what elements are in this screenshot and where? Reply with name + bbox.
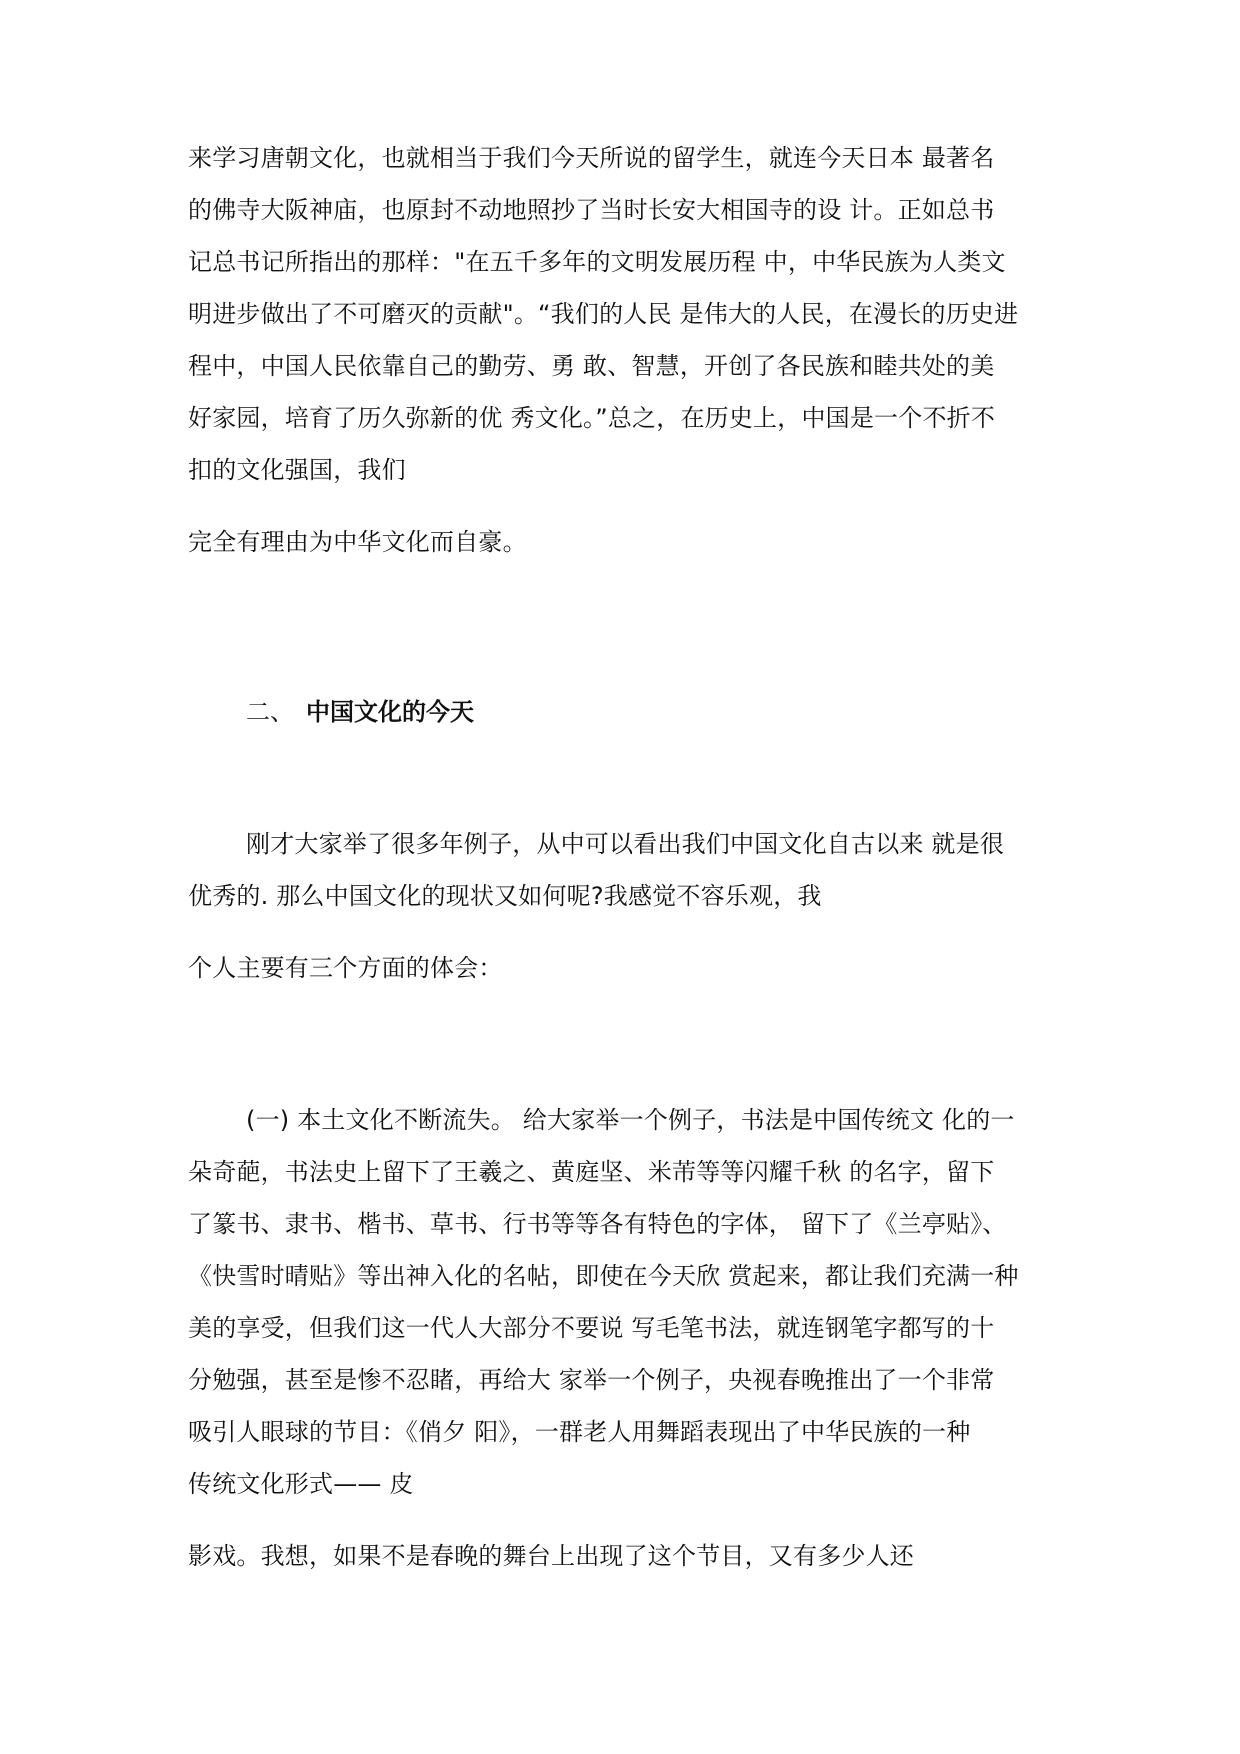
paragraph-3-line-8: 传统文化形式—— 皮 bbox=[188, 1470, 414, 1498]
paragraph-1-line-3: 记总书记所指出的那样："在五千多年的文明发展历程 中，中华民族为人类文 bbox=[188, 248, 1006, 276]
paragraph-3-line-5: 美的享受，但我们这一代人大部分不要说 写毛笔书法，就连钢笔字都写的十 bbox=[188, 1314, 995, 1342]
paragraph-3-line-7: 吸引人眼球的节目：《俏夕 阳》，一群老人用舞蹈表现出了中华民族的一种 bbox=[188, 1418, 971, 1446]
paragraph-3-tail: 影戏。我想，如果不是春晚的舞台上出现了这个节目，又有多少人还 bbox=[188, 1542, 914, 1570]
paragraph-1-line-2: 的佛寺大阪神庙，也原封不动地照抄了当时长安大相国寺的设 计。正如总书 bbox=[188, 196, 995, 224]
paragraph-1-line-4: 明进步做出了不可磨灭的贡献"。“我们的人民 是伟大的人民，在漫长的历史进 bbox=[188, 300, 1019, 328]
paragraph-2-line-1: 刚才大家举了很多年例子，从中可以看出我们中国文化自古以来 就是很 bbox=[246, 830, 1005, 858]
section-title: 中国文化的今天 bbox=[306, 698, 474, 726]
paragraph-1-line-6: 好家园，培育了历久弥新的优 秀文化。”总之，在历史上，中国是一个不折不 bbox=[188, 404, 996, 432]
paragraph-2-tail: 个人主要有三个方面的体会： bbox=[188, 954, 503, 982]
paragraph-2-line-2: 优秀的. 那么中国文化的现状又如何呢?我感觉不容乐观，我 bbox=[188, 882, 822, 910]
paragraph-3-line-6: 分勉强，甚至是惨不忍睹，再给大 家举一个例子，央视春晚推出了一个非常 bbox=[188, 1366, 995, 1394]
section-number: 二、 bbox=[246, 698, 294, 726]
paragraph-1-line-5: 程中，中国人民依靠自己的勤劳、勇 敢、智慧，开创了各民族和睦共处的美 bbox=[188, 352, 995, 380]
paragraph-1-line-7: 扣的文化强国，我们 bbox=[188, 456, 406, 484]
paragraph-1-line-1: 来学习唐朝文化，也就相当于我们今天所说的留学生，就连今天日本 最著名 bbox=[188, 144, 995, 172]
paragraph-3-line-1: (一) 本土文化不断流失。 给大家举一个例子，书法是中国传统文 化的一 bbox=[246, 1106, 1015, 1134]
paragraph-1-tail: 完全有理由为中华文化而自豪。 bbox=[188, 528, 527, 556]
paragraph-3-line-2: 朵奇葩，书法史上留下了王羲之、黄庭坚、米芾等等闪耀千秋 的名字，留下 bbox=[188, 1158, 995, 1186]
section-heading bbox=[246, 696, 474, 728]
paragraph-3-line-3: 了篆书、隶书、楷书、草书、行书等等各有特色的字体， 留下了《兰亭贴》、 bbox=[188, 1210, 1007, 1238]
paragraph-3-line-4: 《快雪时晴贴》等出神入化的名帖，即使在今天欣 赏起来，都让我们充满一种 bbox=[188, 1262, 1019, 1290]
